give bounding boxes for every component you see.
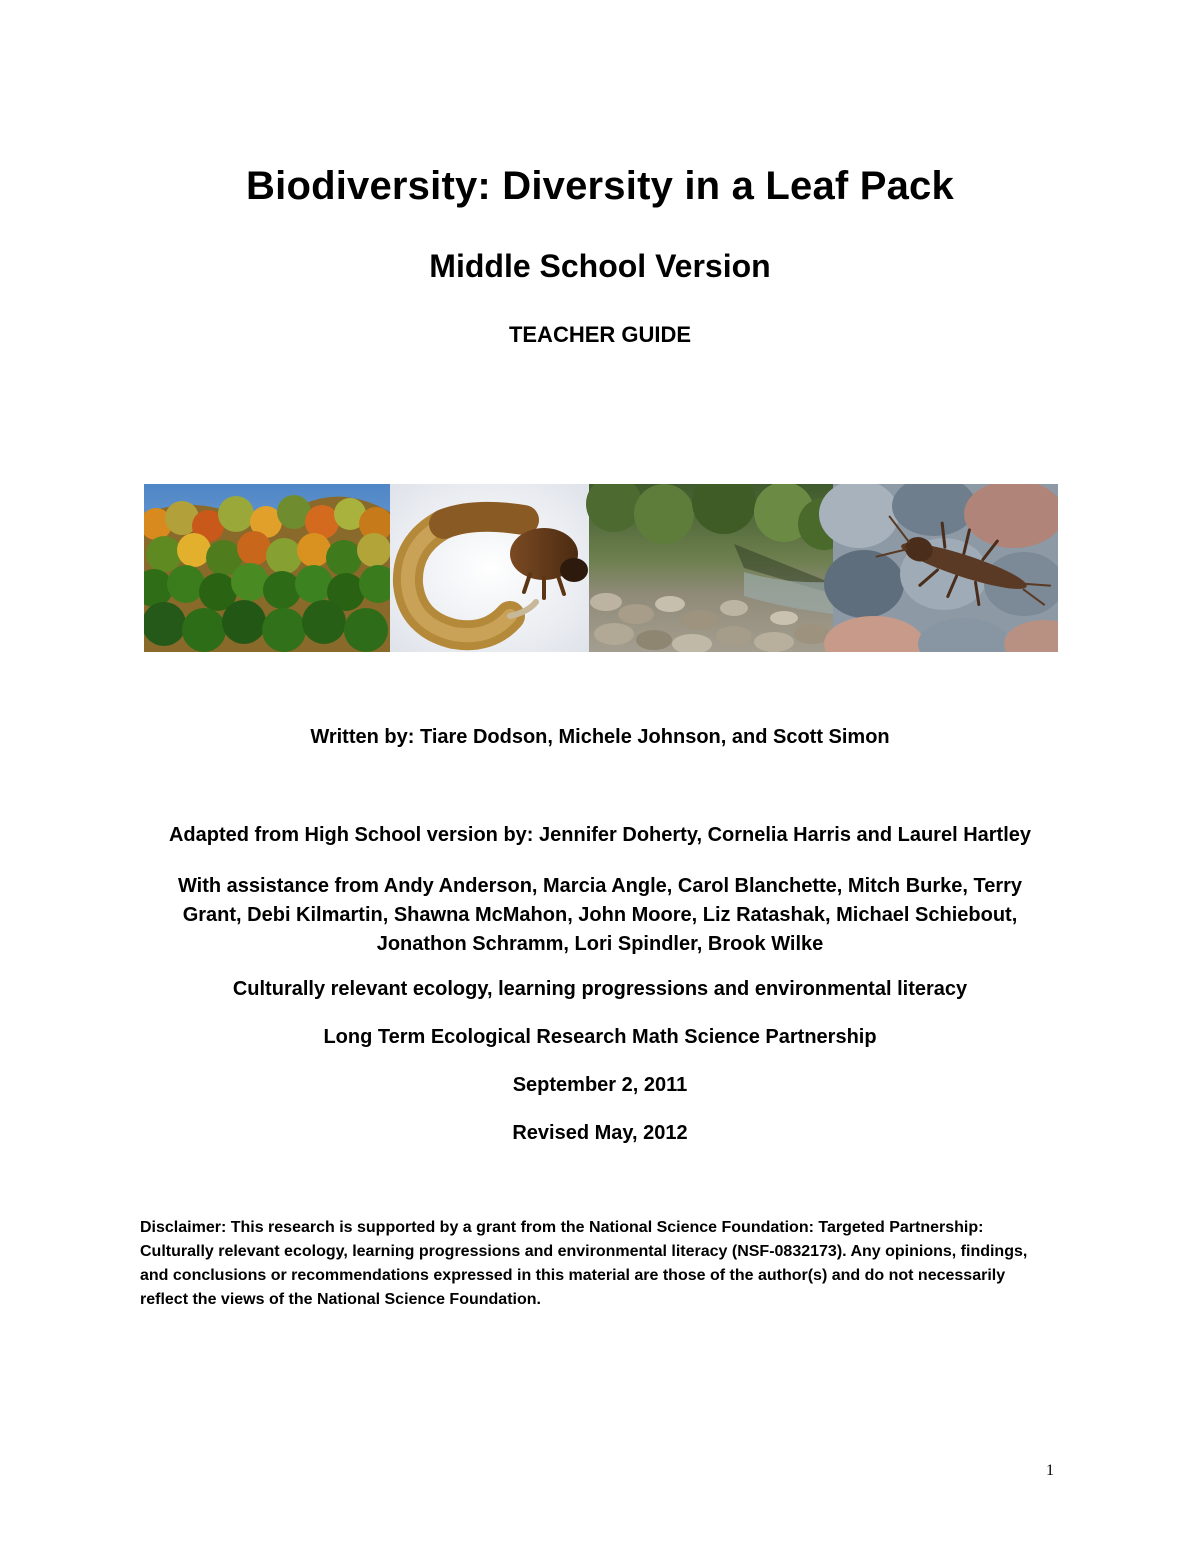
disclaimer: Disclaimer: This research is supported by a grant from the National Science Foundation: Targeted Partnership: Culturally relevant ecology, learning progressions and environmental literacy (NSF-0832173). Any opinions, findings, and conclusions or recommendations expressed in this material are those of the author(s) and do not necessarily reflect the views of the National Science Foundation. [140,1219,1028,1308]
page-number: 1 [1046,1462,1054,1479]
publication-date: September 2, 2011 [512,1074,688,1096]
document-title: Biodiversity: Diversity in a Leaf Pack [246,164,954,208]
partnership-name: Long Term Ecological Research Math Science Partnership [323,1026,877,1048]
document-subtitle: Middle School Version [429,248,771,284]
rocky-stream-photo [586,484,850,652]
stonefly-nymph-photo [819,484,1058,652]
adapted-from: Adapted from High School version by: Jennifer Doherty, Cornelia Harris and Laurel Hartley [168,824,1032,846]
caddisfly-larva-photo [390,484,589,652]
written-by: Written by: Tiare Dodson, Michele Johnson, and Scott Simon [310,726,890,748]
assistance-credits: With assistance from Andy Anderson, Marcia Angle, Carol Blanchette, Mitch Burke, Terry Grant, Debi Kilmartin, Shawna McMahon, John Moore, Liz Ratashak, Michael Schiebout, Jonathon Schramm, Lori Spindler, Brook Wilke [177,875,1023,955]
project-title: Culturally relevant ecology, learning progressions and environmental literacy [232,978,968,1000]
guide-label: TEACHER GUIDE [508,322,692,347]
photo-strip [144,484,1058,652]
autumn-forest-photo [144,484,397,652]
revision-date: Revised May, 2012 [512,1122,688,1144]
